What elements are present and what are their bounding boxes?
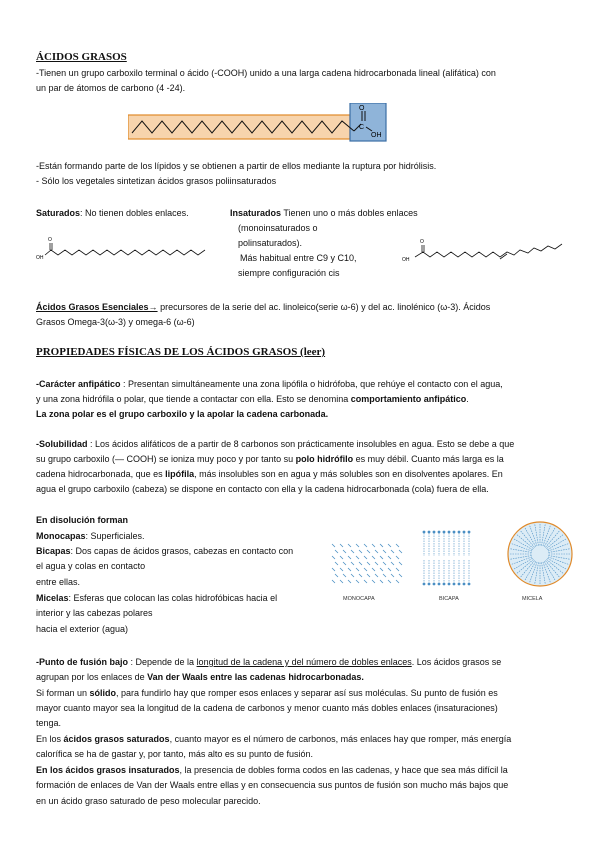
disolucion-title: En disolución forman — [36, 515, 129, 525]
insaturados-label: Insaturados — [230, 208, 282, 218]
bicapas-line-3: entre ellas. — [36, 577, 81, 587]
anfipatico-line-3: La zona polar es el grupo carboxilo y la apolar la cadena carbonada. — [36, 409, 329, 419]
fusion-line-7: calorífica se ha de gastar y, por tanto, más alto es su punto de fusión. — [36, 749, 313, 759]
fusion-line-3: Si forman un sólido, para fundirlo hay que romper esos enlaces y separar así sus moléculas. Su punto de fusión es — [36, 688, 498, 698]
insaturados-line-4: Más habitual entre C9 y C10, — [240, 253, 357, 263]
fusion-line-5: tenga. — [36, 718, 62, 728]
saturados-line: Saturados: No tienen dobles enlaces. — [36, 208, 189, 218]
monocapas-line: Monocapas: Superficiales. — [36, 531, 145, 541]
monocapa-label: MONOCAPA — [343, 596, 375, 602]
lipid-aggregates-diagram — [326, 518, 576, 604]
fusion-line-2: agrupan por los enlaces de Van der Waals entre las cadenas hidrocarbonadas. — [36, 672, 364, 682]
fusion-line-10: en un ácido graso saturado de peso molecular parecido. — [36, 796, 261, 806]
fusion-line-1: -Punto de fusión bajo : Depende de la longitud de la cadena y del número de dobles enlaces. Los ácidos grasos se — [36, 657, 502, 667]
insaturados-line-1: Insaturados Tienen uno o más dobles enlaces — [230, 208, 418, 218]
fact-line-1: -Están formando parte de los lípidos y se obtienen a partir de ellos mediante la ruptura por hidrólisis. — [36, 161, 437, 171]
section-title-propiedades: PROPIEDADES FÍSICAS DE LOS ÁCIDOS GRASOS (leer) — [36, 346, 326, 358]
svg-text:OH: OH — [36, 255, 44, 261]
insaturados-line-3: polinsaturados). — [238, 238, 303, 248]
esenciales-label: Ácidos Grasos Esenciales→ — [36, 302, 158, 312]
fusion-line-6: En los ácidos grasos saturados, cuanto mayor es el número de carbonos, más enlaces hay que romper, más energía — [36, 734, 512, 744]
bicapa-label: BICAPA — [439, 596, 459, 602]
label-oh: OH — [371, 132, 382, 139]
insaturados-line-2: (monoinsaturados o — [238, 223, 318, 233]
solubilidad-line-3: cadena hidrocarbonada, que es lipófila, más insolubles son en agua y más solubles son en disolventes apolares. En — [36, 469, 503, 479]
micelas-line-2: interior y las cabezas polares — [36, 608, 153, 618]
fusion-line-9: formación de enlaces de Van der Waals entre ellas y en consecuencia sus puntos de fusión son mucho más bajos que — [36, 780, 509, 790]
intro-line-1: -Tienen un grupo carboxilo terminal o ácido (-COOH) unido a una larga cadena hidrocarbonada lineal (alifática) con — [36, 68, 496, 78]
saturados-label: Saturados — [36, 208, 81, 218]
saturated-molecule-diagram — [36, 232, 214, 262]
fusion-line-8: En los ácidos grasos insaturados, la presencia de dobles forma codos en las cadenas, y hace que sea más difícil la — [36, 765, 508, 775]
esenciales-line-1: Ácidos Grasos Esenciales→ precursores de la serie del ac. linoleico(serie ω-6) y del ac. linolénico (ω-3). Ácidos — [36, 302, 491, 312]
anfipatico-line-2: y una zona hidrófila o polar, que tiende a contactar con ella. Esto se denomina comportamiento anfipático. — [36, 394, 469, 404]
micelas-line-1: Micelas: Esferas que colocan las colas hidrofóbicas hacia el — [36, 593, 278, 603]
label-c: C — [359, 124, 365, 131]
anfipatico-line-1: -Carácter anfipático : Presentan simultáneamente una zona lipófila o hidrófoba, que rehúye el contacto con el agua, — [36, 379, 503, 389]
label-o: O — [359, 105, 365, 112]
svg-text:O: O — [48, 237, 52, 243]
monocapa-diagram — [332, 544, 402, 583]
bicapas-line-1: Bicapas: Dos capas de ácidos grasos, cabezas en contacto con — [36, 546, 294, 556]
bicapas-line-2: el agua y colas en contacto — [36, 561, 146, 571]
svg-text:O: O — [420, 239, 424, 245]
intro-line-2: un par de átomos de carbono (4 -24). — [36, 83, 186, 93]
solubilidad-line-2: su grupo carboxilo (— COOH) se ioniza muy poco y por tanto su polo hidrófilo es muy débil. Cuanto más larga es la — [36, 454, 504, 464]
solubilidad-line-1: -Solubilidad : Los ácidos alifáticos de a partir de 8 carbonos son prácticamente insolubles en agua. Esto se debe a que — [36, 439, 515, 449]
svg-text:OH: OH — [402, 257, 410, 263]
fact-line-2: - Sólo los vegetales sintetizan ácidos grasos poliinsaturados — [36, 176, 277, 186]
fatty-acid-structure-diagram — [128, 103, 390, 143]
micela-diagram — [508, 522, 572, 586]
insaturados-line-5: siempre configuración cis — [238, 268, 340, 278]
micela-label: MICELA — [522, 596, 543, 602]
section-title-acidos-grasos: ÁCIDOS GRASOS — [36, 51, 127, 63]
micelas-line-3: hacia el exterior (agua) — [36, 624, 129, 634]
unsaturated-molecule-diagram — [400, 236, 565, 264]
fusion-line-4: mayor cuanto mayor sea la longitud de la cadena de carbonos y menor cuanto más dobles enlaces (insaturaciones) — [36, 703, 498, 713]
esenciales-line-2: Grasos Omega-3(ω-3) y omega-6 (ω-6) — [36, 317, 195, 327]
solubilidad-line-4: agua el grupo carboxilo (cabeza) se dispone en contacto con ella y la cadena hidrocarbonada (cola) fuera de ella. — [36, 484, 489, 494]
bicapa-diagram — [423, 531, 471, 586]
